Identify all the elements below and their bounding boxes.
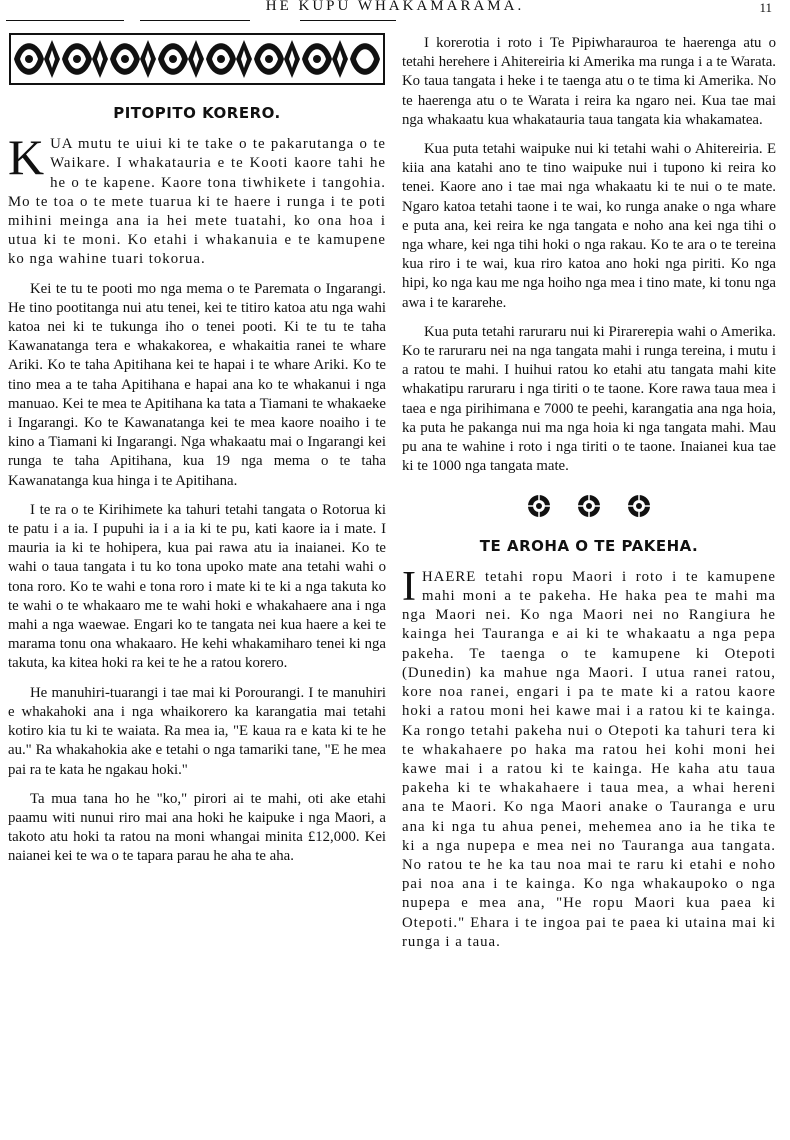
header-rule-middle (140, 20, 250, 21)
running-title: HE KUPU WHAKAMARAMA. (265, 0, 525, 14)
dropcap-k: K (8, 129, 45, 186)
header-rule-center (300, 20, 396, 21)
left-column (8, 92, 386, 877)
page-header (0, 0, 790, 22)
article-title-pitopito: PITOPITO KORERO. (113, 104, 281, 122)
article1-paragraph: I te ra o te Kirihimete ka tahuri tetahi tangata o Rotorua ki te patu i a ia. I pupuhi ia i a ia ki te pu, kati kaore ia i mate. I mauria ia ki te hohipera, kua pai rawa atu ia inaianei. Ko te wahi o taua tangata i tu ko tona upoko mate ana tetahi wahi o tona roro. Ko te wahi e tona roro i mate ki te ki a nga takuta ko te wahi o te whakaaro me te wahi hoki e whakahaere ana i nga mahi a nga waewae. Engari ko te tangata nei kua haere a kei te marama tonu ona whakaaro. He kehi whakamiharo tenei ki nga takuta, ka kitea hoki ra kei te he a ratou korero. (8, 501, 386, 672)
right-column (402, 34, 776, 962)
article1-paragraph: He manuhiri-tuarangi i tae mai ki Porourangi. I te manuhiri e whakahoki ana i nga whaikorero ka karangatia mai tetahi kotiro kia tu ki te waiata. Ra mea ia, "E kaua ra e kata ki te he au." Ra whakahokia ake e tetahi o nga tamariki tane, "E he mea pai ra te kata he ngakau hoki." (8, 684, 386, 778)
article1-paragraph: KUA mutu te uiui ki te take o te pakarutanga o te Waikare. I whakatauria e te Kooti kaore tahi he he o te kapene. Kaore tona tiwhikete i tangohia. Mo te toa o te mete tuarua ki te haere i runga i te poti mihini meinga ana ia hei mete tuatahi, ko ona hoa i utua ki te moni. Ko etahi i whakanuia e te kamupene ko nga wahine tuari tokorua. (8, 129, 386, 268)
maori-scroll-ornament-icon (8, 30, 386, 96)
article3-paragraph: IHAERE tetahi ropu Maori i roto i te kamupene mahi moni a te pakeha. He haka pea te mahi ma nga Maori nei. Ko nga Maori nei no Rangiura he kainga hei Tauranga e ai ki te whakaatu a nga pepa pakeha. Te taenga o te kamupene ki Otepoti (Dunedin) ka mahue nga Maori. I utua ranei ratou, kore noa ranei, engari i pa te mate ki a ratou kaore hoki a ratou moni hei kawe mai i a ratou ki te kainga. Ka rongo tetahi pakeha nui o Otepoti ka tahuri tera ki te whakahaere po haka ma ratou hei kohi moni hei kawe mai i a ratou ki te kainga. He kaha atu taua pakeha ki te whakahaere i taua mea, a whai hereni ana te Maori. Ko nga Maori anake o Tauranga e uru ana ki nga tu ahua penei, mehemea ano ia he tika te ki a nga nupepa e mea nei no Tauranga aua tangata. No ratou te he ka tau noa mai te raru ki etahi e noho pai noa ana i te kainga. Ko nga whakaupoko o nga nupepa e mea ana, "He ropu Maori kua paea ki Otepoti." Ehara i te ingoa pai te paea ki utaina mai ki runga i a taua. (402, 563, 776, 950)
article1-paragraph: Ta mua tana ho he "ko," pirori ai te mahi, oti ake etahi paamu witi nunui riro mai ana hoki he kaipuke i nga Maori, a takoto atu hoki ta ratou na moni whangai minita £12,000. Kei naianei kei te wa o te tapara parau he aha te aha. (8, 790, 386, 865)
page-number: 11 (759, 0, 772, 15)
article2-paragraph: Kua puta tetahi raruraru nui ki Pirarerepia wahi o Amerika. Ko te raruraru nei na nga tangata mahi i runga tereina, i mutu i a ratou te mahi. I huihui ratou ko etahi atu tangata mahi kite whakatipu raruraru i nga tiriti o te taone. Kore rawa taua mea i taea e nga pirihimana e 7000 te peehi, karangatia ana nga hoia, ka puta he pakanga nui ma nga hoia ki nga tangata mahi. Mau pu ana te wahine i roto i nga tiriti o te taone. Inaianei kua tae ki te 1000 nga tangata mate. (402, 323, 776, 475)
article1-paragraph: Kei te tu te pooti mo nga mema o te Paremata o Ingarangi. He tino pootitanga nui atu tenei, kei te titiro katoa atu nga wahi katoa nei ki te tukunga iho o tenei pooti. Ki te tu te taha Kawanatanga tera e whakakorea, e whakaitia ranei te whare Ariki. Ko te taha Apitihana kei te hapai i te whare Ariki. Ko te tino mea a te taha Apitihana e hapai ana ko te whakanui i nga manuao. Kei te mea te Apitihana ka tata a Tiamani te whakaeke i Ingarangi. Ko te Kawanatanga kei te mea kaore noaiho i te kino a Tiamani ki Ingarangi. Nga whakaatu mai o Ingarangi kei runga te taha Apitihana, kua 19 nga mema o te taha Kawanatanga kua hinga i te Apitihana. (8, 280, 386, 489)
flower-ornament-icon (526, 494, 552, 518)
article-title-aroha: TE AROHA O TE PAKEHA. (479, 536, 699, 555)
article2-paragraph: I korerotia i roto i Te Pipiwharauroa te haerenga atu o tetahi herehere i Ahitereiria ki Amerika ma runga i a te Warata. Ko taua tangata i heke i te taenga atu o te tima ki Amerika. No te haerenga atu o te Warata i reira ka ngaro nei. Kua tae mai nga whakaatu kua whakatauria taua tangata kia whakamatea. (402, 35, 776, 128)
header-rule-left (6, 20, 124, 21)
flower-ornament-row (402, 494, 776, 524)
flower-ornament-icon (626, 494, 652, 518)
flower-ornament-icon (576, 494, 602, 518)
article2-paragraph: Kua puta tetahi waipuke nui ki tetahi wahi o Ahitereiria. E kiia ana katahi ano te tino waipuke nui i tupono ki reira ko tenei. Kaore ano i tae mai nga whakaatu ki te nui o te mate. Ngaro katoa tetahi taone i te wai, ko runga anake o nga whare e puta ana, kei reira ke nga tangata e noho ana kei nga tihi o nga whare, kei nga tihi hoki o nga rakau. Ko te ara o te tereina kua riro i te wai, kua riro katoa ano hoki nga piriti. Ko nga hipi, ko nga kau me nga hoiho nga mea i tino mate, ki tonu nga awa i te kararehe. (402, 141, 776, 311)
dropcap-i: I (402, 563, 416, 610)
